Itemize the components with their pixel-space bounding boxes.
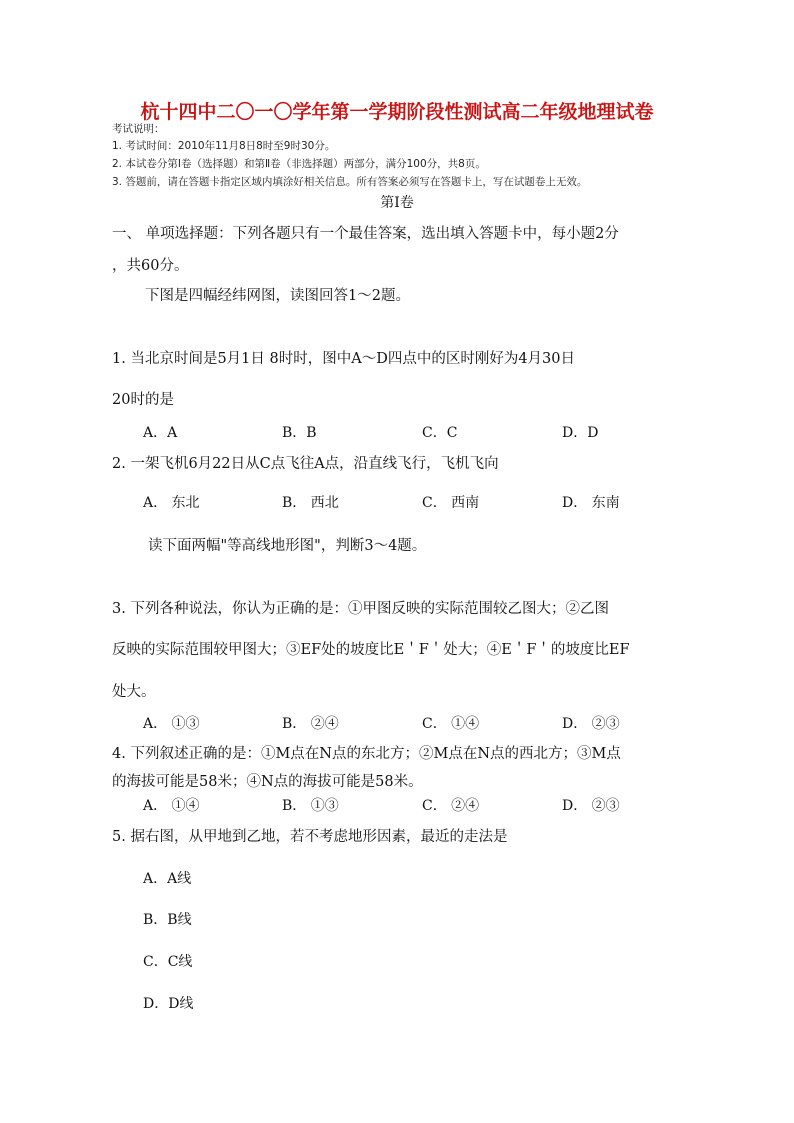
q1-option-c: C．C	[422, 425, 458, 441]
q5-option-b: B．B线	[143, 912, 192, 928]
question-3: 3. 下列各种说法，你认为正确的是：①甲图反映的实际范围较乙图大；②乙图	[112, 601, 609, 617]
q5-option-a: A．A线	[143, 871, 192, 887]
q4-option-d: D． ②③	[562, 798, 620, 814]
q2-option-d: D． 东南	[562, 495, 620, 511]
q4-option-b: B． ①③	[282, 798, 339, 814]
part1-instruction-cont: ，共60分。	[112, 258, 189, 274]
note-item: 1. 考试时间：2010年11月8日8时至9时30分。	[112, 140, 336, 152]
question-4-cont: 的海拔可能是58米；④N点的海拔可能是58米。	[112, 774, 423, 790]
q2-option-c: C． 西南	[422, 495, 480, 511]
q3-option-d: D． ②③	[562, 716, 620, 732]
q1-option-a: A．A	[143, 425, 178, 441]
page-title: 杭十四中二〇一〇学年第一学期阶段性测试高二年级地理试卷	[140, 101, 654, 123]
intro-1-2: 下图是四幅经纬网图，读图回答1～2题。	[145, 288, 410, 304]
question-5: 5. 据右图，从甲地到乙地，若不考虑地形因素，最近的走法是	[112, 829, 508, 845]
question-1: 1. 当北京时间是5月1日 8时时，图中A～D四点中的区时刚好为4月30日	[112, 351, 575, 367]
intro-3-4: 读下面两幅"等高线地形图"，判断3～4题。	[148, 538, 427, 554]
question-1-cont: 20时的是	[112, 392, 174, 408]
q4-option-c: C． ②④	[422, 798, 480, 814]
q2-option-a: A． 东北	[143, 495, 200, 511]
notes-heading: 考试说明：	[112, 123, 165, 135]
note-item: 3. 答题前，请在答题卡指定区域内填涂好相关信息。所有答案必须写在答题卡上，写在试题卷上无效。	[112, 176, 588, 188]
q3-option-b: B． ②④	[282, 716, 339, 732]
note-item: 2. 本试卷分第Ⅰ卷（选择题）和第Ⅱ卷（非选择题）两部分，满分100分，共8页。	[112, 158, 486, 170]
part1-instruction: 一、 单项选择题：下列各题只有一个最佳答案，选出填入答题卡中，每小题2分	[112, 226, 619, 242]
q2-option-b: B． 西北	[282, 495, 339, 511]
question-3-cont: 反映的实际范围较甲图大；③EF处的坡度比E＇F＇处大；④E＇F＇的坡度比EF	[112, 642, 630, 658]
q3-option-c: C． ①④	[422, 716, 480, 732]
section-title: 第Ⅰ卷	[380, 195, 414, 211]
question-4: 4. 下列叙述正确的是：①M点在N点的东北方；②M点在N点的西北方；③M点	[112, 746, 621, 762]
q3-option-a: A． ①③	[143, 716, 200, 732]
q5-option-d: D．D线	[143, 996, 194, 1012]
q5-option-c: C．C线	[143, 954, 193, 970]
question-3-cont: 处大。	[112, 684, 156, 700]
question-2: 2. 一架飞机6月22日从C点飞往A点，沿直线飞行，飞机飞向	[112, 456, 499, 472]
q1-option-d: D．D	[562, 425, 599, 441]
q1-option-b: B．B	[282, 425, 317, 441]
q4-option-a: A． ①④	[143, 798, 200, 814]
